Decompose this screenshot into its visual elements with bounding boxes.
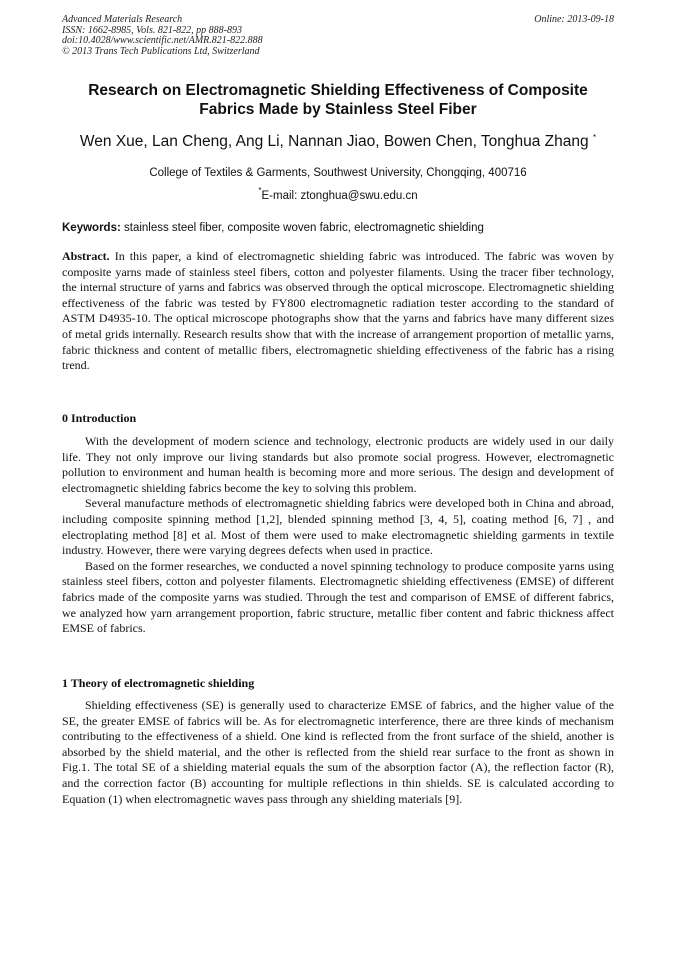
email-line [62,184,614,203]
journal-header [62,15,614,57]
keywords [62,221,614,235]
introduction-body [62,434,614,637]
journal-name: Advanced Materials Research [62,14,183,25]
doi-line: doi:10.4028/www.scientific.net/AMR.821-822.888 [62,35,263,46]
abstract [62,249,614,374]
theory-body [62,698,614,807]
issn-line: ISSN: 1662-8985, Vols. 821-822, pp 888-893 [62,24,242,36]
section-heading-theory: 1 Theory of electromagnetic shielding [62,676,255,690]
email-mark: * [258,186,262,195]
abstract-label: Abstract. [62,249,110,263]
paragraph: With the development of modern science and technology, electronic products are widely used in our daily life. They not only improve our living standards but also promote social progress. However, electromagnetic pollution to environment and human health is becoming more and more serious. The design and development of electromagnetic shielding fabrics become the key to solving this problem. [62,434,614,495]
corresponding-mark: * [592,133,597,142]
keywords-label: Keywords: [62,222,121,234]
section-heading-introduction: 0 Introduction [62,411,137,425]
online-date: Online: 2013-09-18 [534,14,614,25]
copyright-line: © 2013 Trans Tech Publications Ltd, Switzerland [62,45,260,57]
author-line [62,128,614,152]
paragraph: Several manufacture methods of electromagnetic shielding fabrics were developed both in China and abroad, including composite spinning method [1,2], blended spinning method [3, 4, 5], coating method [6, 7] , and electroplating method [8] et al. Most of them were used to make electromagnetic shielding garments in textile industry. However, there were varying degrees defects when used in practice. [62,496,614,558]
paper-title: Research on Electromagnetic Shielding Effectiveness of Composite Fabrics Made by Stainless Steel Fiber [88,82,588,118]
paragraph: Shielding effectiveness (SE) is generally used to characterize EMSE of fabrics, and the higher value of the SE, the greater EMSE of fabrics will be. As for electromagnetic interference, there are three kinds of mechanism contributing to the effectiveness of a shield. One kind is reflected from the front surface of the shield, another is absorbed by the shield material, and the other is reflected from the shield rear surface to the front as shown in Fig.1. The total SE of a shielding material equals the sum of the absorption factor (A), the reflection factor (R), and the correction factor (B) accounting for multiple reflections in thin shields. SE is calculated according to Equation (1) when electromagnetic waves pass through any shielding materials [9]. [62,698,614,806]
paragraph: Based on the former researches, we conducted a novel spinning technology to produce composite yarns using stainless steel fibers, cotton and polyester filaments. Electromagnetic shielding effectiveness (EMSE) of different fabrics made of the composite yarns was studied. Through the test and comparison of EMSE of different fabrics, we analyzed how yarn arrangement proportion, fabric structure, metallic fiber content and fabric thickness affect EMSE of fabrics. [62,558,614,636]
author-names: Wen Xue, Lan Cheng, Ang Li, Nannan Jiao, Bowen Chen, Tonghua Zhang [79,133,589,150]
keywords-text: stainless steel fiber, composite woven fabric, electromagnetic shielding [124,222,484,234]
affiliation: College of Textiles & Garments, Southwest University, Chongqing, 400716 [149,167,527,179]
email-address: E-mail: ztonghua@swu.edu.cn [261,190,418,202]
abstract-text: In this paper, a kind of electromagnetic shielding fabric was introduced. The fabric was woven by composite yarns made of stainless steel fibers, cotton and polyester filaments. Using the tracer fiber technology, the internal structure of yarns and fabrics was observed through the optical microscope. Electromagnetic shielding effectiveness of the fabric was tested by FY800 electromagnetic radiation tester according to the standard of ASTM D4935-10. The optical microscope photographs show that the yarns and fabrics have many different sizes of metal grids internally. Research results show that with the increase of arrangement proportion of metallic yarns, fabric thickness and content of metallic fibers, electromagnetic shielding effectiveness of the fabric has a rising trend. [62,249,615,373]
